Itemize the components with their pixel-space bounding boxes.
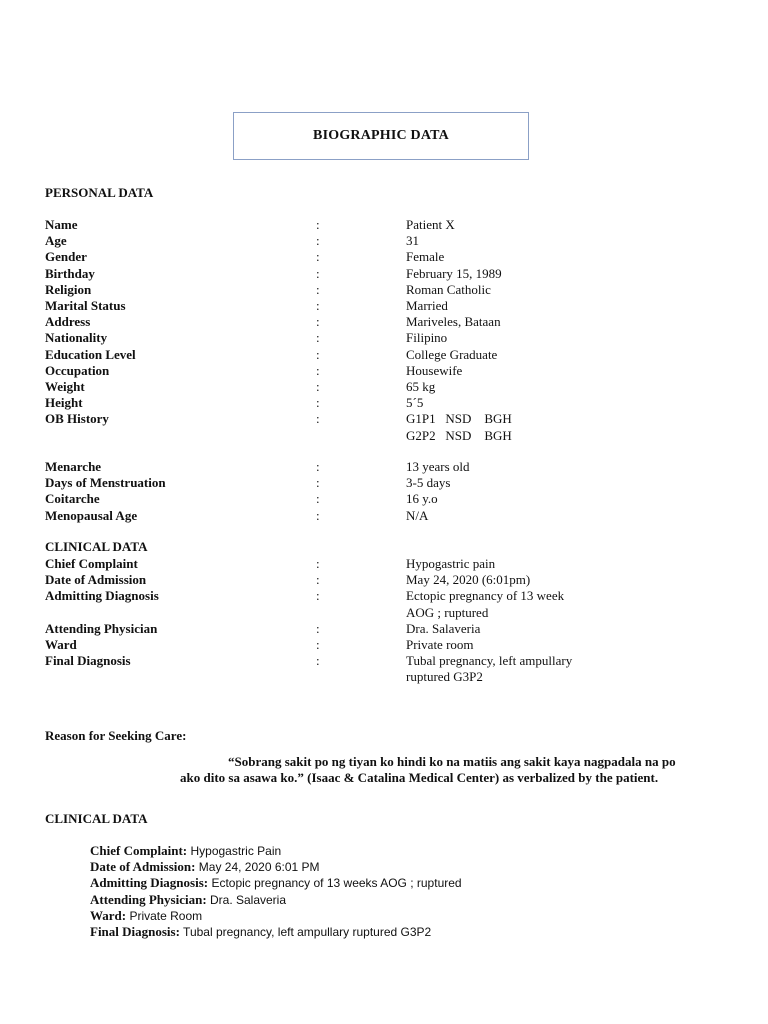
field-value: Female	[406, 249, 445, 265]
field-value: Private room	[406, 637, 474, 652]
summary-key: Date of Admission:	[90, 859, 196, 875]
page-title: BIOGRAPHIC DATA	[313, 128, 449, 143]
field-colon: :	[316, 556, 320, 571]
field-label: Marital Status	[45, 298, 126, 313]
field-value-continued: AOG ; ruptured	[406, 604, 489, 620]
field-colon: :	[316, 379, 320, 394]
field-row-p9	[0, 363, 768, 379]
field-colon: :	[316, 249, 320, 265]
field-label: Days of Menstruation	[45, 475, 166, 491]
field-value-continued: ruptured G3P2	[406, 669, 483, 685]
field-value: G1P1 NSD BGH	[406, 411, 512, 427]
summary-key: Attending Physician:	[90, 891, 207, 907]
field-colon: :	[316, 459, 320, 474]
field-value: College Graduate	[406, 346, 498, 362]
field-value: Married	[406, 298, 448, 313]
field-colon: :	[316, 265, 320, 281]
field-colon: :	[316, 298, 320, 313]
field-label: Height	[45, 395, 83, 411]
field-colon: :	[316, 217, 320, 232]
field-row-p12	[0, 411, 768, 427]
field-value: February 15, 1989	[406, 265, 502, 281]
field-label: Chief Complaint	[45, 556, 138, 571]
field-row-m1	[0, 475, 768, 491]
field-value-continued: G2P2 NSD BGH	[406, 427, 512, 443]
field-label: Age	[45, 233, 67, 249]
field-label: Address	[45, 314, 91, 330]
field-label: Name	[45, 217, 78, 232]
summary-row	[90, 843, 281, 859]
field-value: N/A	[406, 507, 429, 523]
field-colon: :	[316, 491, 320, 507]
field-colon: :	[316, 233, 320, 249]
field-colon: :	[316, 572, 320, 588]
summary-key: Chief Complaint:	[90, 843, 188, 858]
field-value: 3-5 days	[406, 475, 451, 491]
field-label: Coitarche	[45, 491, 100, 507]
summary-value: Ectopic pregnancy of 13 weeks AOG ; ruptured	[208, 876, 462, 891]
field-label: Weight	[45, 379, 85, 394]
field-row-m0	[0, 459, 768, 475]
field-row-p5	[0, 298, 768, 314]
field-row-c1	[0, 572, 768, 588]
summary-value: Hypogastric Pain	[187, 844, 282, 858]
field-row-c3	[0, 621, 768, 637]
reason-quote-line2: ako dito sa asawa ko.” (Isaac & Catalina Medical Center) as verbalized by the patient.	[180, 770, 659, 785]
field-value: 65 kg	[406, 379, 436, 394]
summary-row	[90, 875, 462, 891]
field-colon: :	[316, 330, 320, 346]
field-value: May 24, 2020 (6:01pm)	[406, 572, 531, 588]
field-row-p11	[0, 395, 768, 411]
summary-value: Tubal pregnancy, left ampullary ruptured G3P2	[179, 925, 432, 939]
field-value: Ectopic pregnancy of 13 week	[406, 588, 565, 604]
clinical-data-heading: CLINICAL DATA	[45, 539, 148, 554]
field-label: Education Level	[45, 346, 136, 362]
field-label: Occupation	[45, 362, 110, 378]
field-value: Hypogastric pain	[406, 556, 496, 571]
summary-row	[90, 908, 202, 924]
field-value: 5´5	[406, 395, 424, 411]
field-row-p4	[0, 282, 768, 298]
field-label: Menarche	[45, 459, 102, 474]
field-row-p10	[0, 379, 768, 395]
field-row-p0	[0, 217, 768, 233]
field-colon: :	[316, 346, 320, 362]
summary-row	[90, 892, 286, 908]
field-value: Mariveles, Bataan	[406, 314, 501, 330]
reason-title: Reason for Seeking Care:	[45, 728, 187, 743]
field-row-cont-c2	[0, 605, 768, 621]
field-label: Ward	[45, 637, 77, 652]
field-label: Religion	[45, 281, 92, 297]
field-label: Birthday	[45, 265, 95, 281]
field-label: Attending Physician	[45, 620, 158, 636]
field-colon: :	[316, 653, 320, 669]
field-colon: :	[316, 314, 320, 330]
summary-value: Private Room	[126, 908, 203, 923]
personal-data-heading: PERSONAL DATA	[45, 185, 154, 200]
summary-heading: CLINICAL DATA	[45, 811, 148, 826]
field-label: Nationality	[45, 330, 108, 346]
field-colon: :	[316, 395, 320, 411]
summary-key: Final Diagnosis:	[90, 924, 180, 939]
field-value: Tubal pregnancy, left ampullary	[406, 653, 573, 669]
field-value: Housewife	[406, 362, 463, 378]
reason-quote-line1: “Sobrang sakit po ng tiyan ko hindi ko na matiis ang sakit kaya nagpadala na po	[228, 754, 676, 769]
field-row-c4	[0, 637, 768, 653]
field-row-c0	[0, 556, 768, 572]
summary-row	[90, 859, 320, 875]
field-colon: :	[316, 411, 320, 427]
field-row-p2	[0, 249, 768, 265]
field-row-p8	[0, 347, 768, 363]
field-value: 13 years old	[406, 459, 470, 474]
field-row-m3	[0, 508, 768, 524]
field-colon: :	[316, 507, 320, 523]
field-value: Patient X	[406, 217, 455, 232]
field-row-m2	[0, 491, 768, 507]
field-value: 16 y.o	[406, 491, 438, 507]
field-colon: :	[316, 588, 320, 604]
field-colon: :	[316, 620, 320, 636]
title-box	[233, 112, 529, 160]
summary-row	[90, 924, 431, 940]
field-row-p1	[0, 233, 768, 249]
field-row-c2	[0, 588, 768, 604]
field-row-p7	[0, 330, 768, 346]
field-label: Final Diagnosis	[45, 653, 131, 669]
field-colon: :	[316, 637, 320, 652]
field-value: 31	[406, 233, 419, 249]
field-label: OB History	[45, 411, 109, 427]
field-label: Date of Admission	[45, 572, 147, 588]
field-row-p6	[0, 314, 768, 330]
field-label: Admitting Diagnosis	[45, 588, 159, 604]
summary-key: Ward:	[90, 907, 127, 923]
summary-value: May 24, 2020 6:01 PM	[195, 860, 320, 875]
field-label: Gender	[45, 249, 87, 265]
field-value: Roman Catholic	[406, 281, 491, 297]
field-value: Dra. Salaveria	[406, 620, 481, 636]
field-row-cont-c5	[0, 669, 768, 685]
field-colon: :	[316, 362, 320, 378]
field-row-c5	[0, 653, 768, 669]
field-colon: :	[316, 281, 320, 297]
field-value: Filipino	[406, 330, 448, 346]
field-row-cont-p12	[0, 428, 768, 444]
summary-value: Dra. Salaveria	[206, 892, 287, 907]
field-row-p3	[0, 266, 768, 282]
summary-key: Admitting Diagnosis:	[90, 875, 209, 891]
field-label: Menopausal Age	[45, 507, 138, 523]
field-colon: :	[316, 475, 320, 491]
